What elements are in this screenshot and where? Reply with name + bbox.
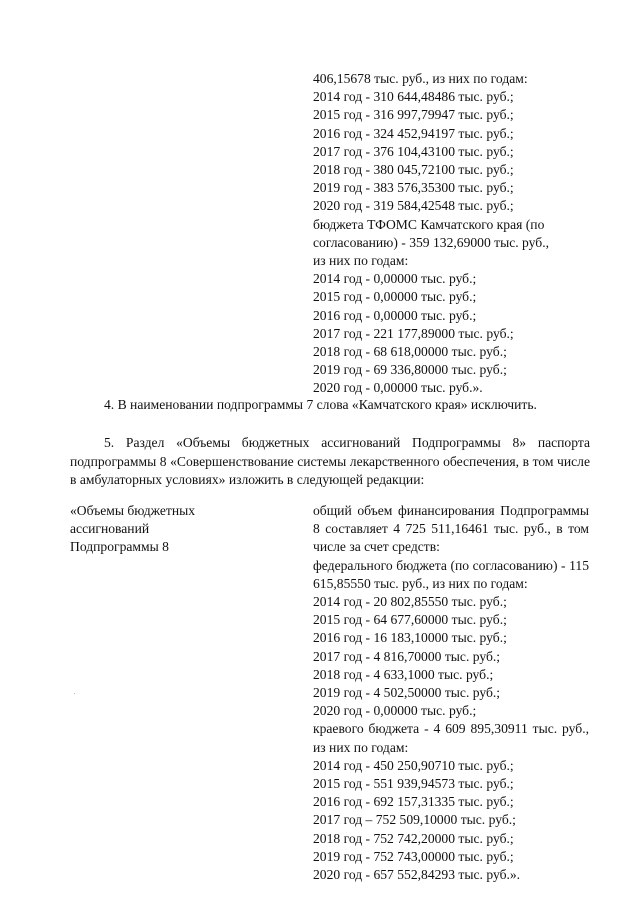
federal-year-line: 2018 год - 4 633,1000 тыс. руб.; xyxy=(313,666,494,682)
text-line: 2020 год - 0,00000 тыс. руб.». xyxy=(313,380,483,396)
label-line: ассигнований xyxy=(70,521,150,537)
text-line: 2018 год - 380 045,72100 тыс. руб.; xyxy=(313,162,514,178)
text-line: 2014 год - 310 644,48486 тыс. руб.; xyxy=(313,89,514,105)
paragraph-4 xyxy=(70,396,590,415)
top-funding-block xyxy=(313,70,589,398)
text-line: 2016 год - 324 452,94197 тыс. руб.; xyxy=(313,125,514,141)
text-line: 2014 год - 0,00000 тыс. руб.; xyxy=(313,271,477,287)
federal-budget-header: федерального бюджета (по согласованию) - 115 615,85550 тыс. руб., из них по годам: xyxy=(313,557,589,591)
regional-year-line: 2014 год - 450 250,90710 тыс. руб.; xyxy=(313,757,514,773)
subprogram-8-funding-block xyxy=(313,502,589,884)
regional-year-line: 2019 год - 752 743,00000 тыс. руб.; xyxy=(313,848,514,864)
federal-year-line: 2020 год - 0,00000 тыс. руб.; xyxy=(313,703,477,719)
total-funding-text: общий объем финансирования Подпрограммы 8 составляет 4 725 511,16461 тыс. руб., в том числе за счет средств: xyxy=(313,503,589,555)
text-line: 2015 год - 0,00000 тыс. руб.; xyxy=(313,289,477,305)
regional-budget-header: краевого бюджета - 4 609 895,30911 тыс. руб., из них по годам: xyxy=(313,721,589,755)
paragraph-4-text: 4. В наименовании подпрограммы 7 слова «Камчатского края» исключить. xyxy=(104,397,537,412)
regional-year-line: 2018 год - 752 742,20000 тыс. руб.; xyxy=(313,830,514,846)
text-line: 2018 год - 68 618,00000 тыс. руб.; xyxy=(313,344,507,360)
regional-year-line: 2016 год - 692 157,31335 тыс. руб.; xyxy=(313,794,514,810)
federal-year-line: 2014 год - 20 802,85550 тыс. руб.; xyxy=(313,594,507,610)
federal-year-line: 2016 год - 16 183,10000 тыс. руб.; xyxy=(313,630,507,646)
text-line: бюджета ТФОМС Камчатского края (по xyxy=(313,216,545,232)
label-line: «Объемы бюджетных xyxy=(70,503,196,518)
federal-year-line: 2017 год - 4 816,70000 тыс. руб.; xyxy=(313,648,501,664)
scan-speck xyxy=(74,693,75,694)
regional-year-line: 2020 год - 657 552,84293 тыс. руб.». xyxy=(313,867,521,883)
federal-year-line: 2019 год - 4 502,50000 тыс. руб.; xyxy=(313,685,501,701)
budget-allocations-label xyxy=(70,502,290,557)
text-line: из них по годам: xyxy=(313,253,409,269)
text-line: 2016 год - 0,00000 тыс. руб.; xyxy=(313,307,477,323)
regional-year-line: 2015 год - 551 939,94573 тыс. руб.; xyxy=(313,776,514,792)
text-line: 2017 год - 221 177,89000 тыс. руб.; xyxy=(313,325,514,341)
text-line: 406,15678 тыс. руб., из них по годам: xyxy=(313,71,528,86)
federal-year-line: 2015 год - 64 677,60000 тыс. руб.; xyxy=(313,612,507,628)
regional-year-line: 2017 год – 752 509,10000 тыс. руб.; xyxy=(313,812,516,828)
text-line: 2019 год - 383 576,35300 тыс. руб.; xyxy=(313,180,514,196)
text-line: 2017 год - 376 104,43100 тыс. руб.; xyxy=(313,143,514,159)
text-line: 2019 год - 69 336,80000 тыс. руб.; xyxy=(313,362,507,378)
label-line: Подпрограммы 8 xyxy=(70,539,169,555)
text-line: 2020 год - 319 584,42548 тыс. руб.; xyxy=(313,198,514,214)
text-line: согласованию) - 359 132,69000 тыс. руб., xyxy=(313,234,550,250)
text-line: 2015 год - 316 997,79947 тыс. руб.; xyxy=(313,107,514,123)
paragraph-5-text: 5. Раздел «Объемы бюджетных ассигнований Подпрограммы 8» паспорта подпрограммы 8 «Совершенствование системы лекарственного обеспечения, в том числе в амбулаторных условиях» изложить в следующей редакции: xyxy=(70,435,590,487)
paragraph-5 xyxy=(70,434,590,490)
